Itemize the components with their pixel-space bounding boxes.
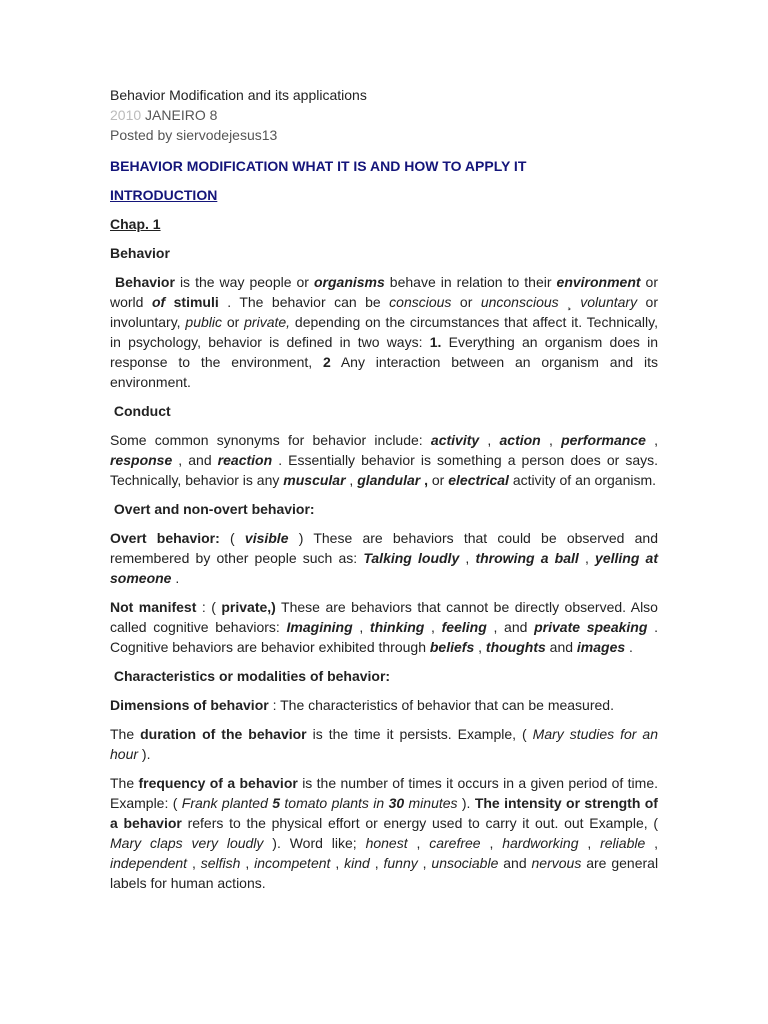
text-fragment: 30 [388, 795, 405, 811]
text-fragment: The [110, 775, 139, 791]
paragraph-synonyms [110, 430, 658, 490]
text-fragment: private,) [221, 599, 276, 615]
text-fragment: behave in relation to their [384, 274, 557, 290]
text-fragment: thoughts [485, 639, 546, 655]
text-fragment: private, [244, 314, 291, 330]
overt-heading [110, 499, 658, 519]
text-fragment: Not manifest [110, 599, 197, 615]
text-fragment: unconscious [480, 294, 559, 310]
text-fragment: : The characteristics of behavior that can be measured. [268, 697, 614, 713]
paragraph-not-manifest [110, 597, 658, 657]
text-fragment: throwing a ball [475, 550, 579, 566]
text-fragment: , [424, 619, 442, 635]
text-fragment: or [431, 472, 449, 488]
text-fragment: depending on the circumstances that affect it. Technically, in psychology, behavior is defined in two ways: [110, 314, 658, 350]
paragraph-dimensions [110, 695, 658, 715]
text-fragment: feeling [441, 619, 487, 635]
text-fragment: , [578, 550, 596, 566]
text-fragment: , [369, 855, 384, 871]
text-fragment: frequency of a behavior [138, 775, 298, 791]
text-fragment: . The behavior can be [218, 294, 390, 310]
text-fragment: Mary claps very loudly [110, 835, 264, 851]
characteristics-heading [110, 666, 658, 686]
text-fragment: Any interaction between an organism and its environment. [110, 354, 658, 390]
text-fragment: Frank planted [181, 795, 273, 811]
text-fragment: , [540, 432, 562, 448]
text-fragment: honest [365, 835, 408, 851]
post-date [110, 105, 658, 125]
text-fragment: glandular [357, 472, 421, 488]
text-fragment: , and [486, 619, 535, 635]
text-fragment: Behavior [115, 274, 175, 290]
text-fragment: tomato plants in [280, 795, 389, 811]
paragraph-duration [110, 724, 658, 764]
text-fragment: Overt and non-overt behavior: [113, 501, 315, 517]
text-fragment: Imagining [286, 619, 353, 635]
text-fragment: refers to the physical effort or energy used to carry it out. out Example, ( [181, 815, 658, 831]
text-fragment: incompetent [254, 855, 331, 871]
text-fragment: nervous [531, 855, 582, 871]
text-fragment: conscious [389, 294, 452, 310]
text-fragment: , [479, 432, 500, 448]
conduct-heading [110, 401, 658, 421]
text-fragment: . [625, 639, 633, 655]
text-fragment: , [407, 835, 430, 851]
text-fragment: 1. [429, 334, 442, 350]
text-fragment: is the way people or [174, 274, 314, 290]
text-fragment: or [451, 294, 481, 310]
text-fragment: is the time it persists. Example, ( [306, 726, 533, 742]
text-fragment: , [187, 855, 201, 871]
text-fragment: , [474, 639, 486, 655]
text-fragment: Dimensions of behavior [110, 697, 269, 713]
text-fragment: : ( [196, 599, 222, 615]
behavior-heading: Behavior [110, 245, 170, 261]
text-fragment: Overt behavior: [110, 530, 220, 546]
text-fragment: or [222, 314, 245, 330]
text-fragment: and [545, 639, 577, 655]
text-fragment: Conduct [113, 403, 171, 419]
text-fragment: are general labels for human actions. [110, 855, 659, 891]
text-fragment: ). Word like; [263, 835, 366, 851]
text-fragment: yelling at someone [110, 550, 659, 586]
text-fragment: organisms [313, 274, 385, 290]
text-fragment: , [417, 855, 432, 871]
text-fragment: or world [110, 274, 659, 310]
post-year: 2010 [110, 107, 142, 123]
text-fragment: response [110, 452, 173, 468]
text-fragment: , [345, 472, 358, 488]
text-fragment: ( [219, 530, 245, 546]
text-fragment: , [420, 472, 432, 488]
paragraph-overt-behavior [110, 528, 658, 588]
post-day: JANEIRO 8 [145, 107, 218, 123]
text-fragment: . Essentially behavior is something a person does or says. Technically, behavior is any [110, 452, 658, 488]
text-fragment: duration of the behavior [140, 726, 307, 742]
text-fragment: , [645, 835, 659, 851]
text-fragment: Characteristics or modalities of behavior: [113, 668, 391, 684]
text-fragment: public [185, 314, 222, 330]
text-fragment: activity [430, 432, 480, 448]
text-fragment: Talking loudly [363, 550, 460, 566]
text-fragment: voluntary [580, 294, 638, 310]
text-fragment: , [240, 855, 255, 871]
text-fragment: , [352, 619, 370, 635]
text-fragment: hardworking [502, 835, 579, 851]
post-title: Behavior Modification and its applications [110, 87, 367, 103]
introduction-heading: INTRODUCTION [110, 187, 218, 203]
chapter-heading: Chap. 1 [110, 216, 161, 232]
text-fragment: stimuli [173, 294, 219, 310]
text-fragment: action [499, 432, 541, 448]
text-fragment: environment [556, 274, 641, 290]
text-fragment: or involuntary, [110, 294, 658, 330]
text-fragment: , [480, 835, 503, 851]
text-fragment: kind [344, 855, 370, 871]
text-fragment: images [576, 639, 626, 655]
text-fragment: visible [244, 530, 289, 546]
text-fragment: ¸ [558, 294, 581, 310]
document-page [110, 85, 658, 893]
text-fragment: . [171, 570, 180, 586]
text-fragment: selfish [200, 855, 241, 871]
text-fragment: independent [110, 855, 188, 871]
text-fragment: beliefs [429, 639, 475, 655]
text-fragment: , [459, 550, 476, 566]
text-fragment: 2 [322, 354, 331, 370]
text-fragment: performance [561, 432, 646, 448]
paragraph-frequency [110, 773, 658, 893]
text-fragment: funny [383, 855, 418, 871]
paragraph-behavior-definition [110, 272, 658, 392]
text-fragment: ). [138, 746, 151, 762]
text-fragment: carefree [429, 835, 481, 851]
text-fragment: electrical [448, 472, 509, 488]
text-fragment: The intensity or strength of a behavior [110, 795, 658, 831]
text-fragment: is the number of times it occurs in a given period of time. Example: ( [110, 775, 658, 811]
text-fragment: The [110, 726, 141, 742]
text-fragment: , [645, 432, 659, 448]
text-fragment: reaction [217, 452, 273, 468]
text-fragment: muscular [283, 472, 346, 488]
text-fragment: and [498, 855, 532, 871]
text-fragment: reliable [600, 835, 646, 851]
headline: BEHAVIOR MODIFICATION WHAT IT IS AND HOW TO APPLY IT [110, 158, 527, 174]
text-fragment: , [330, 855, 345, 871]
text-fragment: ) These are behaviors that could be observed and remembered by other people such as: [110, 530, 659, 566]
text-fragment: of [151, 294, 166, 310]
text-fragment: Everything an organism does in response to the environment, [110, 334, 659, 370]
text-fragment: unsociable [431, 855, 499, 871]
text-fragment: thinking [369, 619, 425, 635]
text-fragment: 5 [272, 795, 281, 811]
text-fragment: activity of an organism. [508, 472, 657, 488]
text-fragment: private speaking [534, 619, 648, 635]
text-fragment: . Cognitive behaviors are behavior exhibited through [110, 619, 658, 655]
text-fragment: , and [172, 452, 218, 468]
post-author: Posted by siervodejesus13 [110, 127, 278, 143]
text-fragment: Some common synonyms for behavior include: [110, 432, 431, 448]
text-fragment: , [578, 835, 601, 851]
text-fragment: minutes [404, 795, 458, 811]
text-fragment: These are behaviors that cannot be directly observed. Also called cognitive behaviors: [110, 599, 658, 635]
text-fragment: Mary studies for an hour [110, 726, 658, 762]
text-fragment: ). [457, 795, 475, 811]
